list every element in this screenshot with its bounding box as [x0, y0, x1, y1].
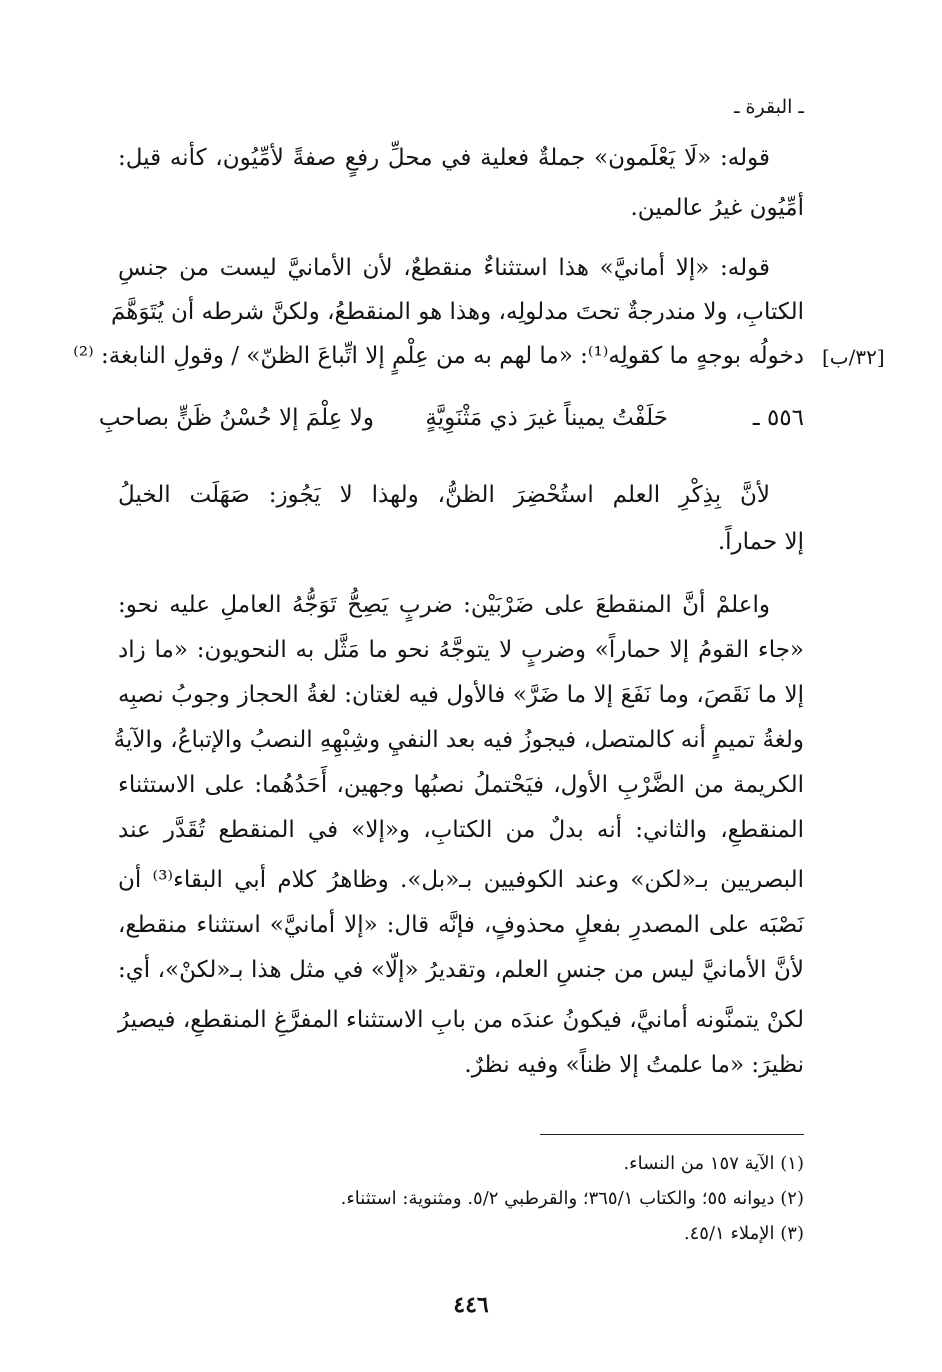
text-line: قوله: «إلا أمانيَّ» هذا استثناءٌ منقطعٌ، لأن الأمانيَّ ليست من جنسِ	[118, 255, 770, 281]
text-line: لأنَّ الأمانيَّ ليس من جنسِ العلم، وتقديرُ «إلّا» في مثل هذا بـ«لكنْ»، أي:	[118, 957, 804, 983]
text-line: لكنْ يتمنَّونه أمانيَّ، فيكونُ عندَه من بابِ الاستثناء المفرَّغِ المنقطعِ، فيصيرُ	[118, 1007, 804, 1033]
text-line: قوله: «لَا يَعْلَمون» جملةٌ فعلية في محلِّ رفعٍ صفةً لأمِّيُون، كأنه قيل:	[118, 145, 770, 171]
footnote: (١) الآية ١٥٧ من النساء.	[623, 1153, 804, 1174]
footnote: (٢) ديوانه ٥٥؛ والكتاب ٣٦٥/١؛ والقرطبي ٥/٢. ومثنوية: استثناء.	[340, 1188, 804, 1209]
text-line: البصريين بـ«لكن» وعند الكوفيين بـ«بل». وظاهرُ كلام أبي البقاء⁽³⁾ أن	[118, 867, 804, 893]
verse-first-hemistich: حَلَفْتُ يميناً غيرَ ذي مَثْنَوِيَّةٍ	[425, 405, 668, 431]
footnote: (٣) الإملاء ٤٥/١.	[683, 1223, 804, 1244]
poetry-verse	[98, 405, 804, 437]
text-line: نظيرَ: «ما علمتُ إلا ظناً» وفيه نظرٌ.	[464, 1052, 804, 1078]
text-line: دخولُه بوجهٍ ما كقولِه⁽¹⁾: «ما لهم به من عِلْمٍ إلا اتِّباعَ الظنّ» / وقولِ النابغة: ⁽²⁾	[73, 343, 804, 369]
text-line: المنقطعِ، والثاني: أنه بدلٌ من الكتابِ، و«إلا» في المنقطع تُقَدَّر عند	[118, 817, 804, 843]
footnote-separator	[540, 1134, 804, 1135]
text-line: إلا حماراً.	[717, 529, 804, 555]
text-line: أمِّيُون غيرُ عالمين.	[630, 195, 804, 221]
text-line: واعلمْ أنَّ المنقطعَ على ضَرْبَيْن: ضربٍ يَصِحُّ تَوَجُّهُ العاملِ عليه نحو:	[118, 592, 770, 618]
text-line: إلا ما نَقَصَ، وما نَفَعَ إلا ما ضَرَّ» فالأول فيه لغتان: لغةُ الحجاز وجوبُ نصبِه	[118, 682, 804, 708]
page-number: ٤٤٦	[453, 1292, 489, 1318]
verse-second-hemistich: ولا عِلْمَ إلا حُسْنُ ظَنٍّ بصاحبِ	[98, 405, 374, 431]
running-header: ـ البقرة ـ	[733, 96, 804, 118]
text-line: الكريمة من الضَّرْبِ الأول، فيَحْتملُ نصبُها وجهين، أَحَدُهُما: على الاستثناء	[118, 772, 804, 798]
text-line: «جاء القومُ إلا حماراً» وضربٍ لا يتوجَّهُ نحو ما مَثَّل به النحويون: «ما زاد	[118, 637, 804, 663]
verse-number: ٥٥٦ ـ	[752, 405, 804, 431]
text-line: الكتابِ، ولا مندرجةٌ تحتَ مدلولِه، وهذا هو المنقطعُ، ولكنَّ شرطه أن يُتَوَهَّمَ	[110, 299, 804, 325]
text-line: ولغةُ تميمٍ أنه كالمتصل، فيجوزُ فيه بعد النفيِ وشِبْهِهِ النصبُ والإتباعُ، والآيةُ	[113, 727, 804, 753]
text-line: لأنَّ بِذِكْرِ العلم استُحْضِرَ الظنُّ، ولهذا لا يَجُوز: صَهَلَت الخيلُ	[118, 482, 770, 508]
text-line: نَصْبَه على المصدرِ بفعلٍ محذوفٍ، فإنَّه قال: «إلا أمانيَّ» استثناء منقطع،	[118, 912, 804, 938]
manuscript-folio-note: [٣٢/ب]	[822, 345, 885, 369]
